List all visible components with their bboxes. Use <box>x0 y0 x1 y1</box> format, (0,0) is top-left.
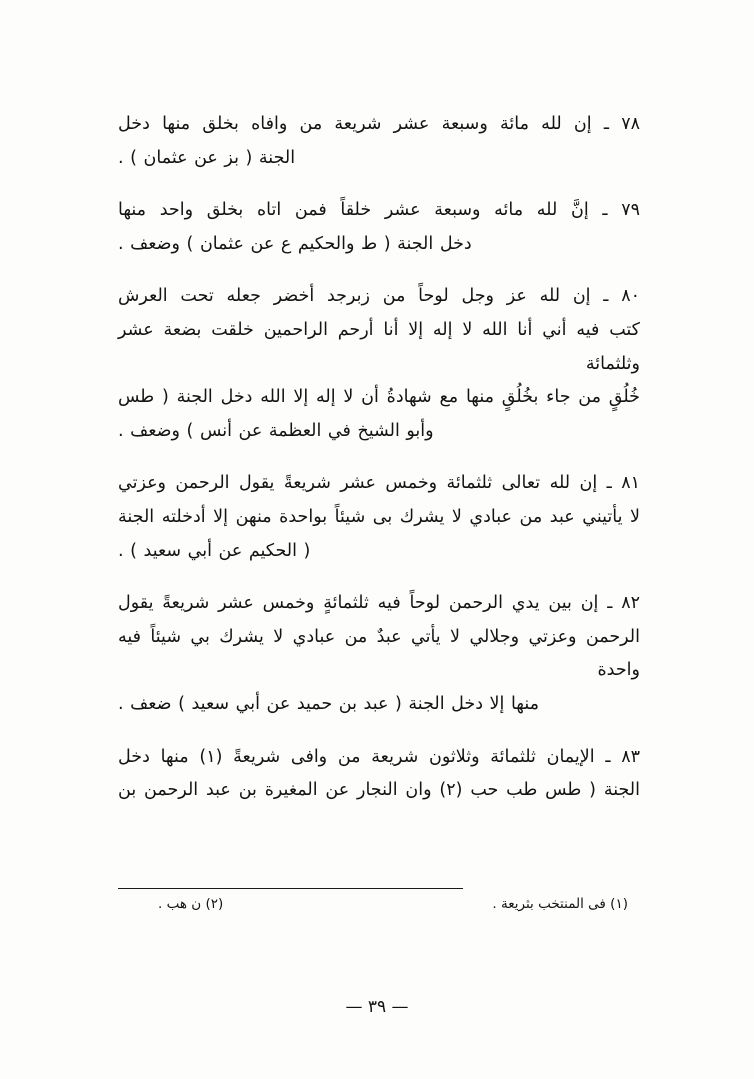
entry-line: الجنة ( بز عن عثمان ) . <box>118 147 296 168</box>
entry-line: ( الحكيم عن أبي سعيد ) . <box>118 540 311 561</box>
hadith-entry-78 <box>118 108 640 175</box>
entry-line: دخل الجنة ( ط والحكيم ع عن عثمان ) وضعف . <box>118 233 472 254</box>
footnote-marker: (١) <box>610 896 628 912</box>
page-number: — ٣٩ — <box>345 997 409 1017</box>
hadith-entry-83 <box>118 741 640 808</box>
entry-line: خُلُقٍ من جاء بخُلُقٍ منها مع شهادةُ أن لا إله إلا الله دخل الجنة ( طس <box>118 387 640 408</box>
hadith-entry-82 <box>118 587 640 721</box>
footnote-list <box>118 896 640 912</box>
hadith-entry-79 <box>118 194 640 261</box>
footnote-item <box>492 896 640 912</box>
footnote-marker: (٢) <box>205 896 224 912</box>
entry-line: ٨٠ ـ إن لله عز وجل لوحاً من زبرجد أخضر جعله تحت العرش <box>118 286 640 307</box>
hadith-entry-81 <box>118 467 640 568</box>
hadith-entry-80 <box>118 280 640 448</box>
entry-line: الرحمن وعزتي وجلالي لا يأتي عبدٌ من عبادي لا يشرك بي شيئاً فيه واحدة <box>118 626 640 681</box>
entry-line: ٨٢ ـ إن بين يدي الرحمن لوحاً فيه ثلثمائةٍ وخمس عشر شريعةً يقول <box>118 593 640 614</box>
entry-line: كتب فيه أني أنا الله لا إله إلا أنا أرحم الراحمين خلقت بضعة عشر وثلثمائة <box>118 319 640 374</box>
entry-line: الجنة ( طس طب حب (٢) وان النجار عن المغيرة بن عبد الرحمن بن <box>118 780 640 801</box>
footnote-item <box>118 896 223 912</box>
entry-line: لا يأتيني عبد من عبادي لا يشرك بى شيئاً بواحدة منهن إلا أدخلته الجنة <box>118 506 640 527</box>
entry-line: ٨٣ ـ الإيمان ثلثمائة وثلاثون شريعة من وافى شريعةً (١) منها دخل <box>118 746 640 767</box>
footnote-text: ن هب . <box>158 896 202 912</box>
footnote-text: فى المنتخب بثريعة . <box>492 896 606 912</box>
entry-line: وأبو الشيخ في العظمة عن أنس ) وضعف . <box>118 420 434 441</box>
entry-line: ٧٩ ـ إنَّ لله مائه وسبعة عشر خلقاً فمن اتاه بخلق واحد منها <box>118 200 640 221</box>
entry-line: منها إلا دخل الجنة ( عبد بن حميد عن أبي سعيد ) ضعف . <box>118 693 540 714</box>
footer-area <box>118 880 640 1010</box>
entry-line: ٨١ ـ إن لله تعالى ثلثمائة وخمس عشر شريعةً يقول الرحمن وعزتي <box>118 473 640 494</box>
entry-line: ٧٨ ـ إن لله مائة وسبعة عشر شريعة من وافاه بخلق منها دخل <box>118 114 640 134</box>
footnote-separator <box>118 888 463 889</box>
